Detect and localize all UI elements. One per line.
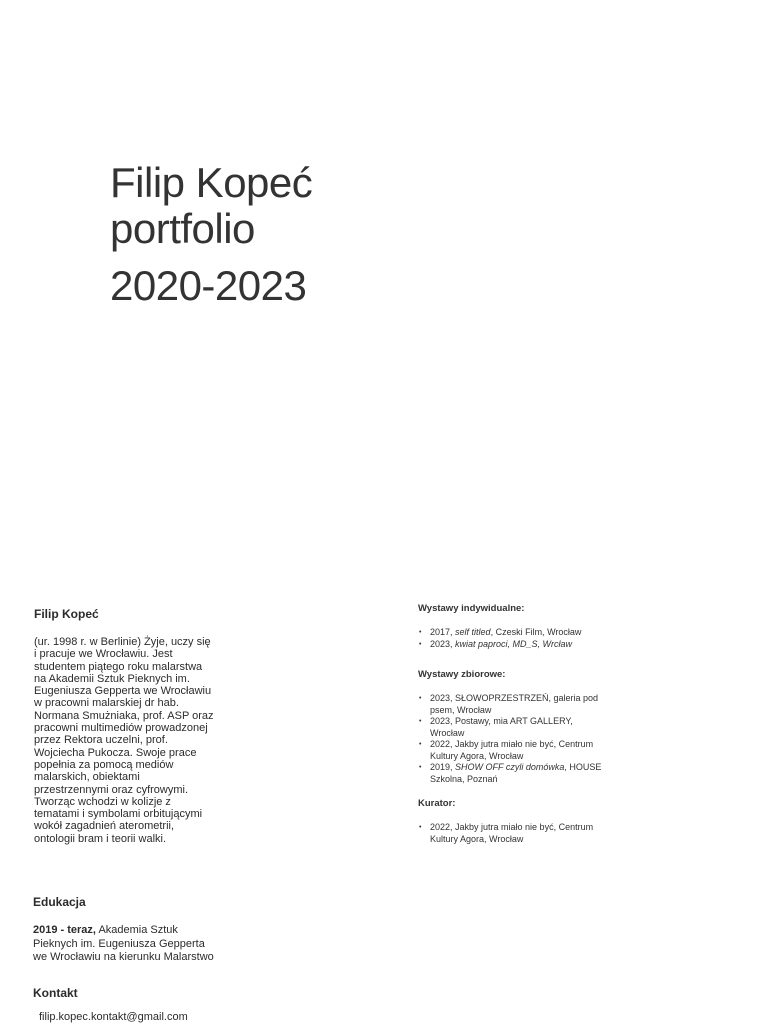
exhibition-text: 2017, bbox=[430, 627, 456, 637]
exhibition-item bbox=[418, 693, 606, 716]
group-exhibitions-list bbox=[418, 693, 618, 785]
exhibition-text: 2022, Jakby jutra miało nie być, Centrum Kultury Agora, Wrocław bbox=[430, 739, 594, 761]
solo-exhibitions-heading: Wystawy indywidualne: bbox=[418, 603, 525, 614]
exhibition-title: self titled bbox=[455, 627, 491, 637]
exhibition-text: 2022, Jakby jutra miało nie być, Centrum Kultury Agora, Wrocław bbox=[430, 822, 594, 844]
exhibitions-section bbox=[418, 603, 618, 845]
exhibition-text: 2023, Postawy, mia ART GALLERY, Wrocław bbox=[430, 716, 573, 738]
exhibition-item bbox=[418, 627, 606, 639]
exhibition-item bbox=[418, 822, 606, 845]
exhibition-item bbox=[418, 762, 606, 785]
title-name: Filip Kopeć bbox=[110, 159, 313, 206]
education-period: 2019 - teraz, bbox=[33, 924, 96, 936]
portfolio-title bbox=[110, 160, 312, 309]
solo-exhibitions-list bbox=[418, 627, 618, 650]
contact-heading: Kontakt bbox=[33, 986, 78, 1000]
group-exhibitions-heading: Wystawy zbiorowe: bbox=[418, 669, 506, 680]
exhibition-venue: , HOUSE Szkolna, Poznań bbox=[430, 762, 602, 784]
bio-section bbox=[34, 606, 216, 845]
exhibition-title: SHOW OFF czyli domówka bbox=[455, 762, 565, 772]
title-years: 2020-2023 bbox=[110, 262, 307, 309]
exhibition-text: 2023, SŁOWOPRZESTRZEŃ, galeria pod psem, Wrocław bbox=[430, 693, 599, 715]
education-entry bbox=[33, 924, 218, 965]
exhibition-title: kwiat paproci, MD_S, Wrcław bbox=[455, 638, 573, 649]
curator-list bbox=[418, 822, 618, 845]
bio-text: (ur. 1998 r. w Berlinie) Żyje, uczy się i pracuje we Wrocławiu. Jest studentem piątego roku malarstwa na Akademii Sztuk Pieknych im. Eugeniusza Gepperta we Wrocławiu w pracowni malarskiej dr hab. Normana Smużniaka, prof. ASP oraz pracowni multimediów prowadzonej przez Rektora uczelni, prof. Wojciecha Pukocza. Swoje prace popełnia za pomocą mediów malarskich, obiektami przestrzennymi oraz cyfrowymi. Tworząc wchodzi w kolizje z tematami i symbolami orbitującymi wokół zagadnień aterometrii, ontologii bram i teorii walki. bbox=[34, 636, 214, 845]
exhibition-text: 2019, bbox=[430, 762, 456, 772]
bio-name-heading: Filip Kopeć bbox=[34, 607, 99, 621]
contact-email[interactable]: filip.kopec.kontakt@gmail.com bbox=[39, 1011, 188, 1023]
exhibition-text: 2023, bbox=[430, 638, 456, 649]
education-heading: Edukacja bbox=[33, 895, 86, 909]
title-portfolio: portfolio bbox=[110, 205, 255, 252]
curator-heading: Kurator: bbox=[418, 798, 456, 809]
exhibition-item bbox=[418, 716, 606, 739]
education-text: Akademia Sztuk Pieknych im. Eugeniusza Gepperta we Wrocławiu na kierunku Malarstwo bbox=[33, 924, 214, 963]
exhibition-item bbox=[418, 739, 606, 762]
exhibition-venue: , Czeski Film, Wrocław bbox=[490, 627, 582, 637]
exhibition-item bbox=[418, 639, 606, 651]
